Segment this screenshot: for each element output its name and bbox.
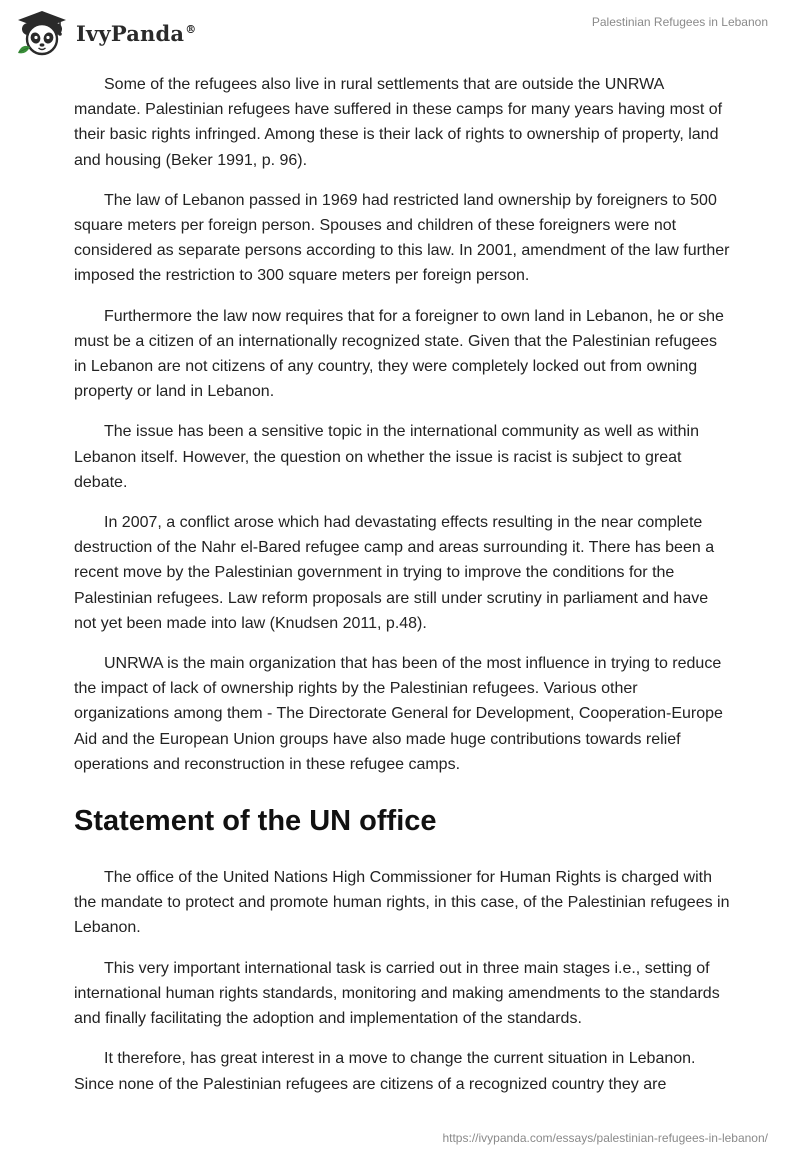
document-title: Palestinian Refugees in Lebanon <box>591 15 768 29</box>
paragraph: UNRWA is the main organization that has been of the most influence in trying to reduce the impact of lack of ownership rights by the Palestinian refugees. Various other organizations among them - The Directorate General for Development, Cooperation-Europe Aid and the European Union groups have also made huge contributions towards relief operations and reconstruction in these refugee camps. <box>74 655 723 773</box>
ivypanda-logo[interactable] <box>14 8 196 58</box>
paragraph: It therefore, has great interest in a move to change the current situation in Lebanon. Since none of the Palestinian refugees are citizens of a recognized country they are <box>74 1050 696 1093</box>
paragraph: The law of Lebanon passed in 1969 had restricted land ownership by foreigners to 500 square meters per foreign person. Spouses and children of these foreigners were not considered as separate persons according to this law. In 2001, amendment of the law further imposed the restriction to 300 square meters per foreign person. <box>74 191 730 285</box>
essay-body <box>74 72 730 1112</box>
registered-mark: ® <box>185 22 197 36</box>
page-header <box>0 0 800 70</box>
brand-name: IvyPanda® <box>76 20 197 46</box>
paragraph: The issue has been a sensitive topic in the international community as well as within Lebanon itself. However, the question on whether the issue is racist is subject to great debate. <box>74 423 699 491</box>
panda-graduate-icon <box>14 9 70 57</box>
paragraph: Some of the refugees also live in rural settlements that are outside the UNRWA mandate. Palestinian refugees have suffered in these camps for many years having most of their basic rights infringed. Among these is their lack of rights to ownership of property, land and housing (Beker 1991, p. 96). <box>74 76 723 169</box>
source-url[interactable]: https://ivypanda.com/essays/palestinian-refugees-in-lebanon/ <box>442 1131 768 1145</box>
section-heading: Statement of the UN office <box>74 805 437 838</box>
paragraph: The office of the United Nations High Commissioner for Human Rights is charged with the mandate to protect and promote human rights, in this case, of the Palestinian refugees in Lebanon. <box>74 869 730 937</box>
paragraph: In 2007, a conflict arose which had devastating effects resulting in the near complete destruction of the Nahr el-Bared refugee camp and areas surrounding it. There has been a recent move by the Palestinian government in trying to improve the conditions for the Palestinian refugees. Law reform proposals are still under scrutiny in parliament and have not yet been made into law (Knudsen 2011, p.48). <box>74 514 715 632</box>
paragraph: This very important international task is carried out in three main stages i.e., setting of international human rights standards, monitoring and making amendments to the standards and finally facilitating the adoption and implementation of the standards. <box>74 959 720 1028</box>
paragraph: Furthermore the law now requires that for a foreigner to own land in Lebanon, he or she must be a citizen of an internationally recognized state. Given that the Palestinian refugees in Lebanon are not citizens of any country, they were completely locked out from owning property or land in Lebanon. <box>74 307 724 401</box>
